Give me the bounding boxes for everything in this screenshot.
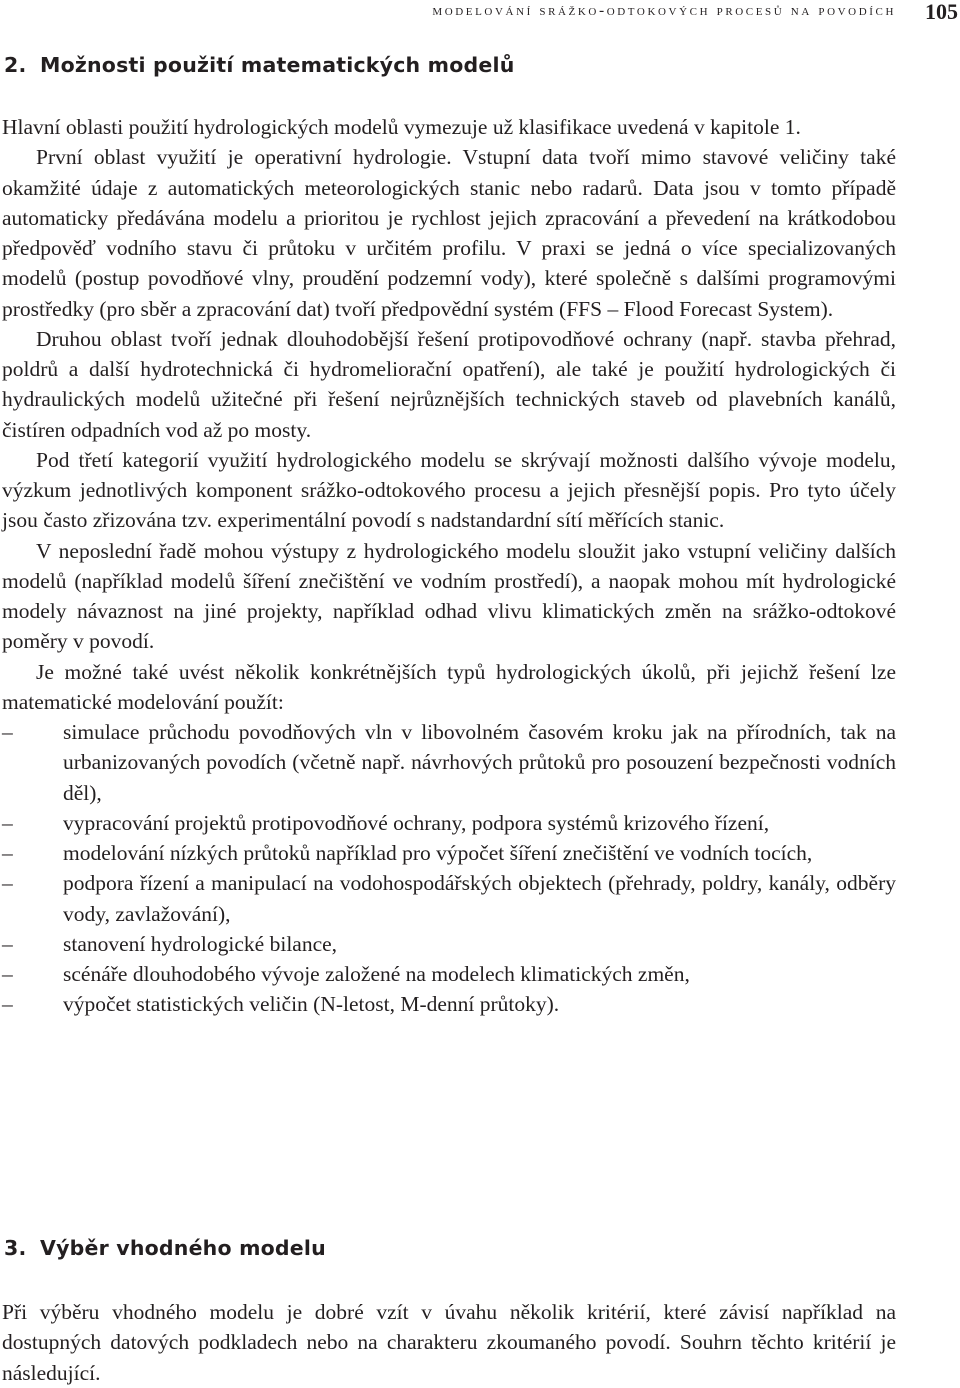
section-3-number: 3. <box>4 1236 27 1260</box>
section-2-number: 2. <box>4 53 27 77</box>
list-item <box>2 717 896 808</box>
list-dash: – <box>2 992 13 1017</box>
list-dash: – <box>2 720 13 744</box>
list-item <box>2 959 896 989</box>
list-item-text: stanovení hydrologické bilance, <box>63 931 338 956</box>
task-list <box>2 717 896 1020</box>
list-item-text: modelování nízkých průtoků například pro výpočet šíření znečištění ve vodních tocích, <box>63 841 813 865</box>
paragraph-model-selection: Při výběru vhodného modelu je dobré vzít v úvahu několik kritérií, které závisí například na dostupných datových podkladech nebo na charakteru zkoumaného povodí. Souhrn těchto kritérií je následující. <box>2 1300 896 1385</box>
list-dash: – <box>2 810 13 835</box>
paragraph-model-outputs: V neposlední řadě mohou výstupy z hydrologického modelu sloužit jako vstupní veličiny dalších modelů (například modelů šíření znečištění ve vodním prostředí), a naopak mohou mít hydrologické modely návaznost na jiné projekty, například odhad vlivu klimatických změn na srážko-odtokové poměry v povodí. <box>2 538 896 654</box>
section-3-body <box>2 1297 896 1388</box>
list-dash: – <box>2 962 13 986</box>
section-2-heading <box>4 53 515 77</box>
list-item <box>2 989 896 1019</box>
section-3-title: Výběr vhodného modelu <box>40 1236 326 1260</box>
list-item <box>2 868 896 929</box>
section-3-heading <box>4 1236 326 1260</box>
list-item-text: podpora řízení a manipulací na vodohospodářských objektech (přehrady, poldry, kanály, odběry vody, zavlažování), <box>63 871 896 926</box>
paragraph-flood-protection: Druhou oblast tvoří jednak dlouhodobější řešení protipovodňové ochrany (např. stavba přehrad, poldrů a další hydrotechnická či hydromeliorační opatření), ale také je použití hydrologických či hydraulických modelů užitečné při řešení nejrůznějších technických staveb od plavebních kanálů, čistíren odpadních vod až po mosty. <box>2 326 896 442</box>
list-item-text: vypracování projektů protipovodňové ochrany, podpora systémů krizového řízení, <box>63 810 770 835</box>
list-item <box>2 808 896 838</box>
list-item-text: výpočet statistických veličin (N-letost, M-denní průtoky). <box>63 992 560 1017</box>
paragraph-operational-hydrology: První oblast využití je operativní hydrologie. Vstupní data tvoří mimo stavové veličiny také okamžité údaje z automatických meteorologických stanic nebo radarů. Data jsou v tomto případě automaticky předávána modelu a prioritou je rychlost jejich zpracování a převedení na krátkodobou předpověď vodního stavu či průtoku v určitém profilu. V praxi se jedná o více specializovaných modelů (postup povodňové vlny, proudění podzemní vody), které společně s dalšími programovými prostředky (pro sběr a zpracování dat) tvoří předpovědní systém (FFS – Flood Forecast System). <box>2 145 896 321</box>
list-item-text: scénáře dlouhodobého vývoje založené na modelech klimatických změn, <box>63 962 690 986</box>
list-dash: – <box>2 841 13 865</box>
page-number: 105 <box>925 0 958 24</box>
list-item <box>2 838 896 868</box>
paragraph-task-types: Je možné také uvést několik konkrétnějších typů hydrologických úkolů, při jejichž řešení lze matematické modelování použít: <box>2 659 896 714</box>
list-dash: – <box>2 871 13 896</box>
paragraph-research: Pod třetí kategorií využití hydrologického modelu se skrývají možnosti dalšího vývoje modelu, výzkum jednotlivých komponent srážko-odtokového procesu a jejich přesnější popis. Pro tyto účely jsou často zřizována tzv. experimentální povodí s nadstandardní sítí měřících stanic. <box>2 447 896 533</box>
running-head <box>2 0 958 24</box>
list-dash: – <box>2 931 13 956</box>
paragraph-intro: Hlavní oblasti použití hydrologických modelů vymezuje už klasifikace uvedená v kapitole 1. <box>2 115 801 139</box>
list-item-text: simulace průchodu povodňových vln v libovolném časovém kroku jak na přírodních, tak na urbanizovaných povodích (včetně např. návrhových průtoků pro posouzení bezpečnosti vodních děl), <box>63 720 896 805</box>
section-2-title: Možnosti použití matematických modelů <box>40 53 515 77</box>
running-title: modelování srážko-odtokových procesů na povodích <box>432 2 896 19</box>
section-2-body <box>2 112 896 1020</box>
list-item <box>2 929 896 959</box>
